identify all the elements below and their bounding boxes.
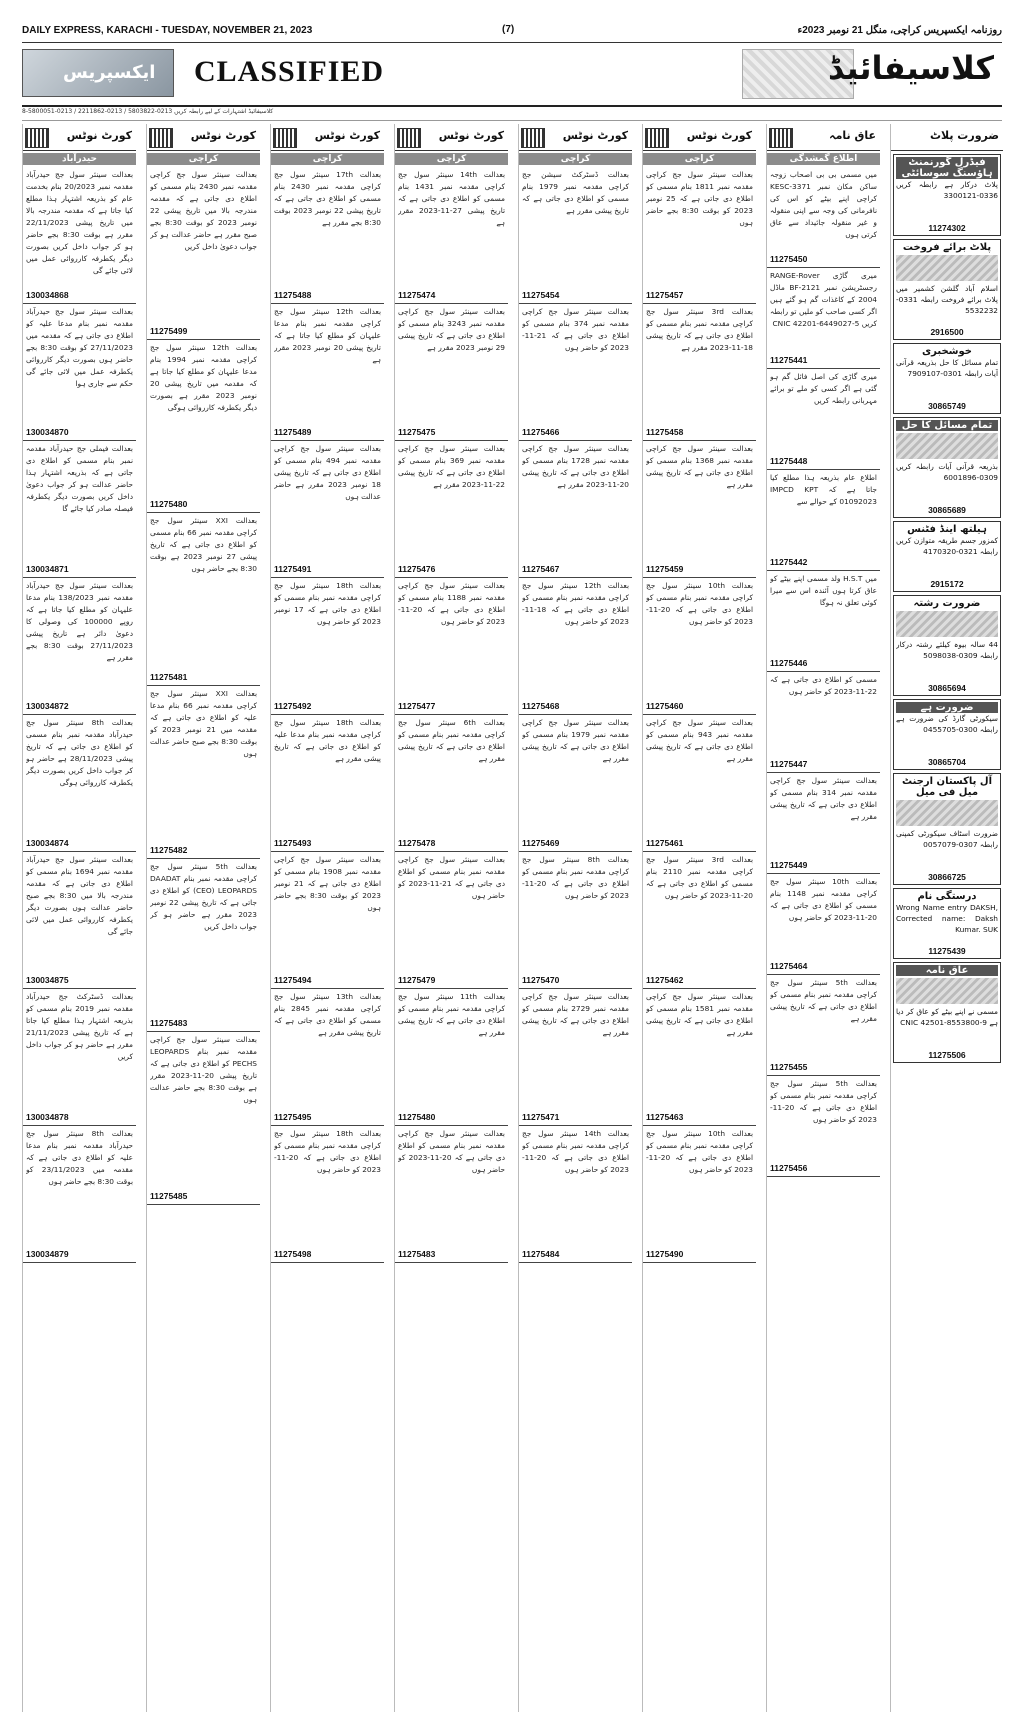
notice-number: 11275468	[522, 701, 560, 711]
notice-text: بعدالت 3rd سینئر سول جج کراچی مقدمہ نمبر 2110 بنام مسمی کو اطلاع دی جاتی ہے کہ 20-11-2023 کو حاضر ہوں	[646, 855, 753, 900]
column-title: کورٹ نوٹس	[438, 129, 504, 142]
ad-number: 11274302	[928, 223, 966, 233]
notice	[395, 441, 508, 578]
notice-number: 130034868	[26, 290, 69, 300]
column-header	[643, 124, 756, 151]
notice-number: 130034875	[26, 975, 69, 985]
notice-number: 11275490	[646, 1249, 684, 1259]
court-building-icon	[273, 128, 297, 148]
notice-number: 11275483	[398, 1249, 436, 1259]
notice	[271, 167, 384, 304]
ad-number: 2915172	[930, 579, 964, 589]
notice	[643, 852, 756, 989]
notice	[271, 578, 384, 715]
notice-number: 11275456	[770, 1163, 808, 1173]
column-title: کورٹ نوٹس	[562, 129, 628, 142]
court-building-icon	[25, 128, 49, 148]
notice-text: بعدالت 11th سینئر سول جج کراچی مقدمہ نمبر بنام مسمی کو اطلاع دی جاتی ہے کہ تاریخ پیشی مقرر ہے	[398, 992, 505, 1037]
notice	[519, 578, 632, 715]
notice-number: 11275462	[646, 975, 684, 985]
ad-title: ضرورت ہے	[896, 702, 998, 713]
column-title: کورٹ نوٹس	[66, 129, 132, 142]
column-5	[518, 124, 632, 1712]
notice	[271, 1126, 384, 1263]
notice	[767, 268, 880, 369]
column-1	[22, 124, 136, 1712]
column-2	[146, 124, 260, 1712]
notice-text: میری گاڑی RANGE-Rover رجسٹریشن نمبر BF-2121 ماڈل 2004 کے کاغذات گم ہو گئے ہیں اگر کسی صاحب کو ملیں تو رابطہ کریں CNIC 42201-6449027-5	[770, 271, 877, 328]
ad-title: پلاٹ برائے فروخت	[902, 242, 992, 253]
ad-text: تمام مسائل کا حل بذریعہ قرآنی آیات رابطہ 0301-7909107	[896, 358, 998, 378]
notice	[767, 874, 880, 975]
ad-image	[896, 611, 998, 637]
notice	[23, 1126, 136, 1263]
notice-number: 11275463	[646, 1112, 684, 1122]
city-label: کراچی	[395, 153, 508, 165]
classified-ad	[893, 521, 1001, 592]
notice-text: بعدالت سینئر سول جج حیدرآباد مقدمہ نمبر 1694 بنام مسمی کو اطلاع دی جاتی ہے کہ مقدمہ مندرجہ بالا میں 8:30 بجے صبح حاضر عدالت ہوں بصورت دیگر یکطرفہ کارروائی عمل میں لائی جائے گی	[26, 855, 133, 936]
notice-number: 11275447	[770, 759, 808, 769]
notice	[519, 852, 632, 989]
notice-number: 130034878	[26, 1112, 69, 1122]
columns-area	[22, 124, 1002, 1712]
ad-text: مسمی نے اپنے بیٹے کو عاق کر دیا ہے CNIC 42501-8553800-9	[896, 1007, 998, 1027]
notice-text: بعدالت سینئر سول جج کراچی مقدمہ نمبر 1581 بنام مسمی کو اطلاع دی جاتی ہے کہ تاریخ پیشی مقرر ہے	[646, 992, 753, 1037]
column-header	[519, 124, 632, 151]
ad-image	[896, 800, 998, 826]
notice	[767, 571, 880, 672]
notice	[395, 989, 508, 1126]
ad-title: عاق نامہ	[896, 965, 998, 976]
ad-text: ضرورت اسٹاف سیکورٹی کمپنی رابطہ 0307-0057079	[896, 829, 998, 849]
ad-image	[896, 255, 998, 281]
notice-text: بعدالت سینئر سول جج کراچی مقدمہ نمبر 1728 بنام مسمی کو اطلاع دی جاتی ہے کہ تاریخ پیشی 20-11-2023 مقرر ہے	[522, 444, 629, 489]
ad-number: 30865689	[928, 505, 966, 515]
notice	[23, 441, 136, 578]
notice-text: بعدالت 18th سینئر سول جج کراچی مقدمہ نمبر بنام مسمی کو اطلاع دی جاتی ہے کہ 20-11-2023 کو حاضر ہوں	[274, 1129, 381, 1174]
ad-text: پلاٹ درکار ہے رابطہ کریں 0336-3300121	[896, 180, 998, 200]
notice-text: بعدالت 17th سینئر سول جج کراچی مقدمہ نمبر 2430 بنام مسمی کو اطلاع دی جاتی ہے کہ تاریخ پیشی 22 نومبر 2023 بوقت 8:30 بجے مقرر ہے	[274, 170, 381, 227]
notice-text: بعدالت سینئر سول جج کراچی مقدمہ نمبر 1811 بنام مسمی کو اطلاع دی جاتی ہے کہ 25 نومبر 2023 کو بوقت 8:30 بجے حاضر ہوں	[646, 170, 753, 227]
ad-number: 30866725	[928, 872, 966, 882]
notice-text: بعدالت سینئر سول جج حیدرآباد مقدمہ نمبر 20/2023 بنام بخدمت عام کو بذریعہ اشتہار ہذا مطلع کیا جاتا ہے کہ مقدمہ مندرجہ بالا میں تاریخ پیشی 22/11/2023 مقرر ہے بوقت 8:30 بجے حاضر ہو کر جواب داخل کریں بصورت دیگر یکطرفہ کارروائی عمل میں لائی جائے گی	[26, 170, 133, 275]
notice-number: 11275489	[274, 427, 312, 437]
masthead	[22, 42, 1002, 107]
notice-text: بعدالت 18th سینئر سول جج کراچی مقدمہ نمبر بنام مسمی کو اطلاع دی جاتی ہے کہ 17 نومبر 2023 کو حاضر ہوں	[274, 581, 381, 626]
notice-text: بعدالت سینئر سول جج کراچی مقدمہ نمبر بنام مسمی کو اطلاع دی جاتی ہے کہ 20-11-2023 کو حاضر ہوں	[398, 1129, 505, 1174]
city-label: کراچی	[271, 153, 384, 165]
notice-text: میں مسمی بی بی اصحاب زوجہ ساکن مکان نمبر KESC-3371 کراچی اپنے بیٹے کو اس کی نافرمانی کی وجہ سے اپنی منقولہ و غیر منقولہ جائیداد سے عاق کرتی ہوں	[770, 170, 877, 239]
classified-ad	[893, 888, 1001, 959]
notice-number: 11275466	[522, 427, 560, 437]
notice-number: 11275495	[274, 1112, 312, 1122]
notice-text: بعدالت 8th سینئر سول جج حیدرآباد مقدمہ نمبر بنام مسمی کو اطلاع دی جاتی ہے کہ تاریخ پیشی 28/11/2023 ہے حاضر ہو کر جواب داخل کریں بصورت دیگر یکطرفہ کارروائی ہوگی	[26, 718, 133, 787]
column-6	[642, 124, 756, 1712]
notice-text: مسمی کو اطلاع دی جاتی ہے کہ 22-11-2023 کو حاضر ہوں	[770, 675, 877, 696]
notice	[767, 672, 880, 773]
notice	[643, 1126, 756, 1263]
notice	[147, 513, 260, 686]
classified-title-en: CLASSIFIED	[194, 55, 385, 88]
ad-text: Wrong Name entry DAKSH, Corrected name: Daksh Kumar. SUK	[896, 903, 998, 934]
contact-info-bar: کلاسیفائیڈ اشتہارات کے لیے رابطہ کریں 0213-5803822 / 0213-2211862 / 0213-5800051-8	[22, 108, 1002, 121]
classified-ad	[893, 154, 1001, 236]
notice	[519, 304, 632, 441]
notice-text: بعدالت سینئر سول جج کراچی مقدمہ نمبر 1188 بنام مسمی کو اطلاع دی جاتی ہے کہ 20-11-2023 کو حاضر ہوں	[398, 581, 505, 626]
notice	[643, 167, 756, 304]
notice	[519, 989, 632, 1126]
column-header	[767, 124, 880, 151]
column-title: عاق نامہ	[829, 129, 876, 142]
city-label: اطلاع گمشدگی	[767, 153, 880, 165]
notice-text: بعدالت 3rd سینئر سول جج کراچی مقدمہ نمبر بنام مسمی کو اطلاع دی جاتی ہے کہ تاریخ پیشی 18-11-2023 مقرر ہے	[646, 307, 753, 352]
notice-text: بعدالت 10th سینئر سول جج کراچی مقدمہ نمبر 1148 بنام مسمی کو اطلاع دی جاتی ہے کہ 20-11-2023 کو حاضر ہوں	[770, 877, 877, 922]
notice-number: 11275448	[770, 456, 808, 466]
notice-number: 11275441	[770, 355, 808, 365]
notice	[519, 715, 632, 852]
notice-number: 11275449	[770, 860, 808, 870]
notice-number: 130034872	[26, 701, 69, 711]
express-logo	[22, 49, 174, 97]
notice-text: بعدالت XXI سینئر سول جج کراچی مقدمہ نمبر 66 بنام مدعا علیہ کو اطلاع دی جاتی ہے کہ مقدمہ میں 21 نومبر 2023 کو بوقت 8:30 بجے صبح حاضر عدالت ہوں	[150, 689, 257, 758]
classified-column	[890, 124, 1003, 1712]
classified-ad	[893, 343, 1001, 414]
notice	[23, 715, 136, 852]
notice	[767, 1076, 880, 1177]
court-building-icon	[397, 128, 421, 148]
notice-text: بعدالت 14th سینئر سول جج کراچی مقدمہ نمبر بنام مسمی کو اطلاع دی جاتی ہے کہ 20-11-2023 کو حاضر ہوں	[522, 1129, 629, 1174]
notice-text: بعدالت 6th سینئر سول جج کراچی مقدمہ نمبر بنام مسمی کو اطلاع دی جاتی ہے کہ تاریخ پیشی مقرر ہے	[398, 718, 505, 763]
notice	[271, 989, 384, 1126]
notice-text: بعدالت 13th سینئر سول جج کراچی مقدمہ نمبر 2845 بنام مسمی کو اطلاع دی جاتی ہے کہ تاریخ پیشی مقرر ہے	[274, 992, 381, 1037]
notice-number: 11275477	[398, 701, 436, 711]
classified-title-ur: کلاسیفائیڈ	[827, 49, 994, 87]
ad-title: ہیلتھ اینڈ فٹنس	[907, 524, 987, 535]
ad-number: 30865704	[928, 757, 966, 767]
column-header	[147, 124, 260, 151]
notice-number: 11275450	[770, 254, 808, 264]
notice	[643, 989, 756, 1126]
notice-number: 11275499	[150, 326, 188, 336]
classified-header	[891, 124, 1003, 151]
notice-text: اطلاع عام بذریعہ ہذا مطلع کیا جاتا ہے کہ IMPCD KPT 01092023 کے حوالے سے	[770, 473, 877, 506]
notice-number: 11275491	[274, 564, 312, 574]
notice-number: 11275467	[522, 564, 560, 574]
ad-text: اسلام آباد گلشن کشمیر میں پلاٹ برائے فروخت رابطہ 0331-5532232	[896, 284, 998, 315]
notice-text: بعدالت سینئر سول جج حیدرآباد مقدمہ نمبر 138/2023 بنام مدعا علیہان کو مطلع کیا جاتا ہے کہ روپے 100000 کی وصولی کا دعویٰ دائر ہے تاریخ پیشی 27/11/2023 بوقت 8:30 بجے مقرر ہے	[26, 581, 133, 662]
notice	[23, 167, 136, 304]
notice-text: بعدالت 12th سینئر سول جج کراچی مقدمہ نمبر بنام مسمی کو اطلاع دی جاتی ہے کہ 18-11-2023 کو حاضر ہوں	[522, 581, 629, 626]
ad-number: 30865694	[928, 683, 966, 693]
notice-number: 11275442	[770, 557, 808, 567]
ad-text: بذریعہ قرآنی آیات رابطہ کریں 0309-6001896	[896, 462, 998, 482]
notice-number: 11275498	[274, 1249, 312, 1259]
notice-text: بعدالت سینئر سول جج کراچی مقدمہ نمبر 1368 بنام مسمی کو اطلاع دی جاتی ہے کہ تاریخ پیشی مقرر ہے	[646, 444, 753, 489]
notice	[147, 1032, 260, 1205]
notice	[271, 304, 384, 441]
notice-number: 11275454	[522, 290, 560, 300]
notice-text: بعدالت 8th سینئر سول جج حیدرآباد مقدمہ نمبر بنام مدعا علیہ کو اطلاع دی جاتی ہے کہ مقدمہ میں 23/11/2023 کو بوقت 8:30 بجے حاضر ہوں	[26, 1129, 133, 1186]
page-header	[22, 22, 1002, 40]
ad-title: ضرورت رشتہ	[913, 598, 981, 609]
notice-text: بعدالت سینئر سول جج کراچی مقدمہ نمبر 2430 بنام مسمی کو اطلاع دی جاتی ہے کہ مقدمہ مندرجہ بالا میں تاریخ پیشی 22 نومبر 2023 کو بوقت 8:30 بجے صبح مقرر ہے حاضر عدالت ہو کر جواب دعویٰ داخل کریں	[150, 170, 257, 251]
notice	[147, 859, 260, 1032]
ad-text: 44 سالہ بیوہ کیلئے رشتہ درکار رابطہ 0309-5098038	[896, 640, 998, 660]
notice-text: بعدالت سینئر سول جج کراچی مقدمہ نمبر 494 بنام مسمی کو اطلاع دی جاتی ہے کہ تاریخ پیشی 18 نومبر 2023 مقرر ہے حاضر عدالت ہوں	[274, 444, 381, 501]
notice-text: بعدالت 10th سینئر سول جج کراچی مقدمہ نمبر بنام مسمی کو اطلاع دی جاتی ہے کہ 20-11-2023 کو حاضر ہوں	[646, 581, 753, 626]
column-title: کورٹ نوٹس	[686, 129, 752, 142]
notice	[643, 304, 756, 441]
notice	[147, 686, 260, 859]
column-header	[395, 124, 508, 151]
city-label: کراچی	[643, 153, 756, 165]
notice	[271, 852, 384, 989]
ad-image	[896, 978, 998, 1004]
classified-ad	[893, 962, 1001, 1063]
notice-text: بعدالت سینئر سول جج کراچی مقدمہ نمبر 1979 بنام مسمی کو اطلاع دی جاتی ہے کہ تاریخ پیشی مقرر ہے	[522, 718, 629, 763]
ad-title: درستگی نام	[917, 891, 977, 902]
ad-text: کمزور جسم طریقہ متوازن کریں رابطہ 0321-4170320	[896, 536, 998, 556]
column-7	[766, 124, 880, 1712]
notice-number: 130034871	[26, 564, 69, 574]
notice-text: بعدالت XXI سینئر سول جج کراچی مقدمہ نمبر 66 بنام مسمی کو اطلاع دی جاتی ہے کہ تاریخ پیشی 27 نومبر 2023 ہے بوقت 8:30 بجے حاضر ہوں	[150, 516, 257, 573]
notice-text: بعدالت سینئر سول جج کراچی مقدمہ نمبر 3243 بنام مسمی کو اطلاع دی جاتی ہے کہ تاریخ پیشی 29 نومبر 2023 مقرر ہے	[398, 307, 505, 352]
city-label: حیدرآباد	[23, 153, 136, 165]
ad-number: 30865749	[928, 401, 966, 411]
classified-ad	[893, 239, 1001, 340]
notice-number: 11275446	[770, 658, 808, 668]
ad-title: آل پاکستان ارجنٹ میل فی میل	[902, 776, 992, 798]
notice-number: 130034879	[26, 1249, 69, 1259]
notice	[23, 304, 136, 441]
notice	[395, 578, 508, 715]
notice	[767, 773, 880, 874]
notice-text: بعدالت سینئر سول جج کراچی مقدمہ نمبر بنام مسمی کو اطلاع دی جاتی ہے کہ 21-11-2023 کو حاضر ہوں	[398, 855, 505, 900]
notice-number: 11275455	[770, 1062, 808, 1072]
notice	[271, 715, 384, 852]
notice-number: 11275481	[150, 672, 188, 682]
notice	[23, 578, 136, 715]
notice-number: 11275484	[522, 1249, 560, 1259]
ad-title: تمام مسائل کا حل	[896, 420, 998, 431]
ad-text: سیکورٹی گارڈ کی ضرورت ہے رابطہ 0300-0455705	[896, 714, 998, 734]
court-building-icon	[645, 128, 669, 148]
notice-number: 11275494	[274, 975, 312, 985]
notice	[147, 167, 260, 340]
notice-number: 11275480	[150, 499, 188, 509]
notice	[395, 715, 508, 852]
notice-text: میں H.S.T ولد مسمی اپنے بیٹے کو عاق کرتا ہوں آئندہ اس سے میرا کوئی تعلق نہ ہوگا	[770, 574, 877, 607]
column-4	[394, 124, 508, 1712]
classified-ad	[893, 417, 1001, 518]
notice	[395, 852, 508, 989]
page-number: (7)	[502, 24, 515, 35]
notice-text: بعدالت سینئر سول جج کراچی مقدمہ نمبر 1908 بنام مسمی کو اطلاع دی جاتی ہے کہ 21 نومبر 2023 کو بوقت 8:30 بجے حاضر ہوں	[274, 855, 381, 912]
notice	[519, 1126, 632, 1263]
classified-ad	[893, 773, 1001, 885]
notice	[767, 167, 880, 268]
ad-number: 11275439	[928, 946, 966, 956]
header-right: روزنامہ ایکسپریس کراچی، منگل 21 نومبر 2023ء	[797, 25, 1002, 36]
column-title: کورٹ نوٹس	[314, 129, 380, 142]
notice	[643, 715, 756, 852]
header-left: DAILY EXPRESS, KARACHI - TUESDAY, NOVEMBER 21, 2023	[22, 25, 313, 36]
notice	[395, 304, 508, 441]
column-header	[271, 124, 384, 151]
notice-text: بعدالت 12th سینئر سول جج کراچی مقدمہ نمبر بنام مدعا علیہان کو مطلع کیا جاتا ہے کہ تاریخ پیشی 20 نومبر 2023 مقرر ہے	[274, 307, 381, 364]
notice-number: 11275492	[274, 701, 312, 711]
notice-text: بعدالت ڈسٹرکٹ جج حیدرآباد مقدمہ نمبر 2019 بنام مسمی کو بذریعہ اشتہار ہذا مطلع کیا جاتا ہے کہ تاریخ پیشی 21/11/2023 مقرر ہے حاضر ہو کر جواب داخل کریں	[26, 992, 133, 1061]
notice-text: بعدالت ڈسٹرکٹ سیشن جج کراچی مقدمہ نمبر 1979 بنام مسمی کو اطلاع دی جاتی ہے کہ تاریخ پیشی مقرر ہے	[522, 170, 629, 215]
notice-number: 11275493	[274, 838, 312, 848]
city-label: کراچی	[519, 153, 632, 165]
notice	[23, 989, 136, 1126]
notice-number: 11275483	[150, 1018, 188, 1028]
notice-number: 11275485	[150, 1191, 188, 1201]
notice-number: 130034870	[26, 427, 69, 437]
notice	[767, 470, 880, 571]
notice	[767, 369, 880, 470]
notice-text: بعدالت سینئر سول جج حیدرآباد مقدمہ نمبر بنام مدعا علیہ کو اطلاع دی جاتی ہے کہ مقدمہ میں 27/11/2023 کو بوقت 8:30 بجے حاضر ہوں بصورت دیگر کارروائی یکطرفہ عمل میں لائی جائے گی حکم سے جاری ہوا	[26, 307, 133, 388]
ad-title: خوشخبری	[922, 346, 972, 357]
newspaper-page	[22, 22, 1002, 1712]
notice	[643, 441, 756, 578]
notice-text: بعدالت 10th سینئر سول جج کراچی مقدمہ نمبر بنام مسمی کو اطلاع دی جاتی ہے کہ 20-11-2023 کو حاضر ہوں	[646, 1129, 753, 1174]
notice-text: بعدالت فیملی جج حیدرآباد مقدمہ نمبر بنام مسمی کو اطلاع دی جاتی ہے کہ بذریعہ اشتہار ہذا حاضر عدالت ہو کر جواب دعویٰ داخل کریں بصورت دیگر یکطرفہ فیصلہ صادر کیا جائے گا	[26, 444, 133, 513]
notice-text: بعدالت 8th سینئر سول جج کراچی مقدمہ نمبر بنام مسمی کو اطلاع دی جاتی ہے کہ 20-11-2023 کو حاضر ہوں	[522, 855, 629, 900]
notice-number: 11275469	[522, 838, 560, 848]
notice-number: 11275457	[646, 290, 684, 300]
notice-text: بعدالت 14th سینئر سول جج کراچی مقدمہ نمبر 1431 بنام مسمی کو اطلاع دی جاتی ہے کہ تاریخ پیشی 27-11-2023 مقرر ہے	[398, 170, 505, 227]
notice-number: 11275461	[646, 838, 684, 848]
notice	[767, 975, 880, 1076]
notice-text: بعدالت سینئر سول جج کراچی مقدمہ نمبر 943 بنام مسمی کو اطلاع دی جاتی ہے کہ تاریخ پیشی مقرر ہے	[646, 718, 753, 763]
court-building-icon	[521, 128, 545, 148]
notice-number: 11275475	[398, 427, 436, 437]
notice-number: 11275488	[274, 290, 312, 300]
notice-number: 11275474	[398, 290, 436, 300]
logo-text: ایکسپریس	[63, 62, 156, 83]
classified-ad	[893, 699, 1001, 770]
notice-number: 11275482	[150, 845, 188, 855]
notice-text: بعدالت سینئر سول جج کراچی مقدمہ نمبر 369 بنام مسمی کو اطلاع دی جاتی ہے کہ تاریخ پیشی 22-11-2023 مقرر ہے	[398, 444, 505, 489]
column-header	[23, 124, 136, 151]
notice-text: بعدالت سینئر سول جج کراچی مقدمہ نمبر 374 بنام مسمی کو اطلاع دی جاتی ہے کہ 21-11-2023 کو حاضر ہوں	[522, 307, 629, 352]
notice-text: بعدالت سینئر سول جج کراچی مقدمہ نمبر 314 بنام مسمی کو اطلاع دی جاتی ہے کہ تاریخ پیشی مقرر ہے	[770, 776, 877, 821]
notice-text: بعدالت سینئر سول جج کراچی مقدمہ نمبر 2729 بنام مسمی کو اطلاع دی جاتی ہے کہ تاریخ پیشی مقرر ہے	[522, 992, 629, 1037]
notice-text: میری گاڑی کی اصل فائل گم ہو گئی ہے اگر کسی کو ملے تو برائے مہربانی رابطہ کریں	[770, 372, 877, 405]
column-3	[270, 124, 384, 1712]
notice-number: 11275470	[522, 975, 560, 985]
notice-number: 130034874	[26, 838, 69, 848]
notice-number: 11275479	[398, 975, 436, 985]
notice	[395, 1126, 508, 1263]
column-title: کورٹ نوٹس	[190, 129, 256, 142]
notice-text: بعدالت 12th سینئر سول جج کراچی مقدمہ نمبر 1994 بنام مدعا علیہان کو مطلع کیا جاتا ہے کہ مقدمہ میں تاریخ پیشی 20 نومبر 2023 مقرر ہے بصورت دیگر یکطرفہ کارروائی ہوگی	[150, 343, 257, 412]
notice	[395, 167, 508, 304]
notice	[147, 340, 260, 513]
notice	[643, 578, 756, 715]
notice-text: بعدالت 5th سینئر سول جج کراچی مقدمہ نمبر بنام DAADAT (CEO) LEOPARDS کو اطلاع دی جاتی ہے کہ تاریخ پیشی 22 نومبر 2023 مقرر ہے حاضر ہو کر جواب داخل کریں	[150, 862, 257, 931]
notice-text: بعدالت سینئر سول جج کراچی مقدمہ نمبر بنام LEOPARDS PECHS کو اطلاع دی جاتی ہے کہ تاریخ پیشی 20-11-2023 مقرر ہے بوقت 8:30 بجے حاضر عدالت ہوں	[150, 1035, 257, 1104]
notice-number: 11275459	[646, 564, 684, 574]
notice-number: 11275478	[398, 838, 436, 848]
ad-number: 2916500	[930, 327, 964, 337]
notice	[519, 441, 632, 578]
court-building-icon	[769, 128, 793, 148]
notice	[271, 441, 384, 578]
notice	[519, 167, 632, 304]
ad-title: فیڈرل گورنمنٹ ہاؤسنگ سوسائٹی	[896, 157, 998, 179]
notice-number: 11275464	[770, 961, 808, 971]
notice-number: 11275460	[646, 701, 684, 711]
notice-text: بعدالت 5th سینئر سول جج کراچی مقدمہ نمبر بنام مسمی کو اطلاع دی جاتی ہے کہ تاریخ پیشی مقرر ہے	[770, 978, 877, 1023]
notice-number: 11275480	[398, 1112, 436, 1122]
notice-text: بعدالت 5th سینئر سول جج کراچی مقدمہ نمبر بنام مسمی کو اطلاع دی جاتی ہے کہ 20-11-2023 کو حاضر ہوں	[770, 1079, 877, 1124]
classified-ad	[893, 595, 1001, 696]
notice-number: 11275458	[646, 427, 684, 437]
ad-number: 11275506	[928, 1050, 966, 1060]
notice-number: 11275471	[522, 1112, 560, 1122]
city-label: کراچی	[147, 153, 260, 165]
notice	[23, 852, 136, 989]
notice-number: 11275476	[398, 564, 436, 574]
classified-header-title: ضرورت پلاٹ	[929, 129, 999, 142]
court-building-icon	[149, 128, 173, 148]
ad-image	[896, 433, 998, 459]
notice-text: بعدالت 18th سینئر سول جج کراچی مقدمہ نمبر بنام مدعا علیہ کو اطلاع دی جاتی ہے کہ تاریخ پیشی مقرر ہے	[274, 718, 381, 763]
